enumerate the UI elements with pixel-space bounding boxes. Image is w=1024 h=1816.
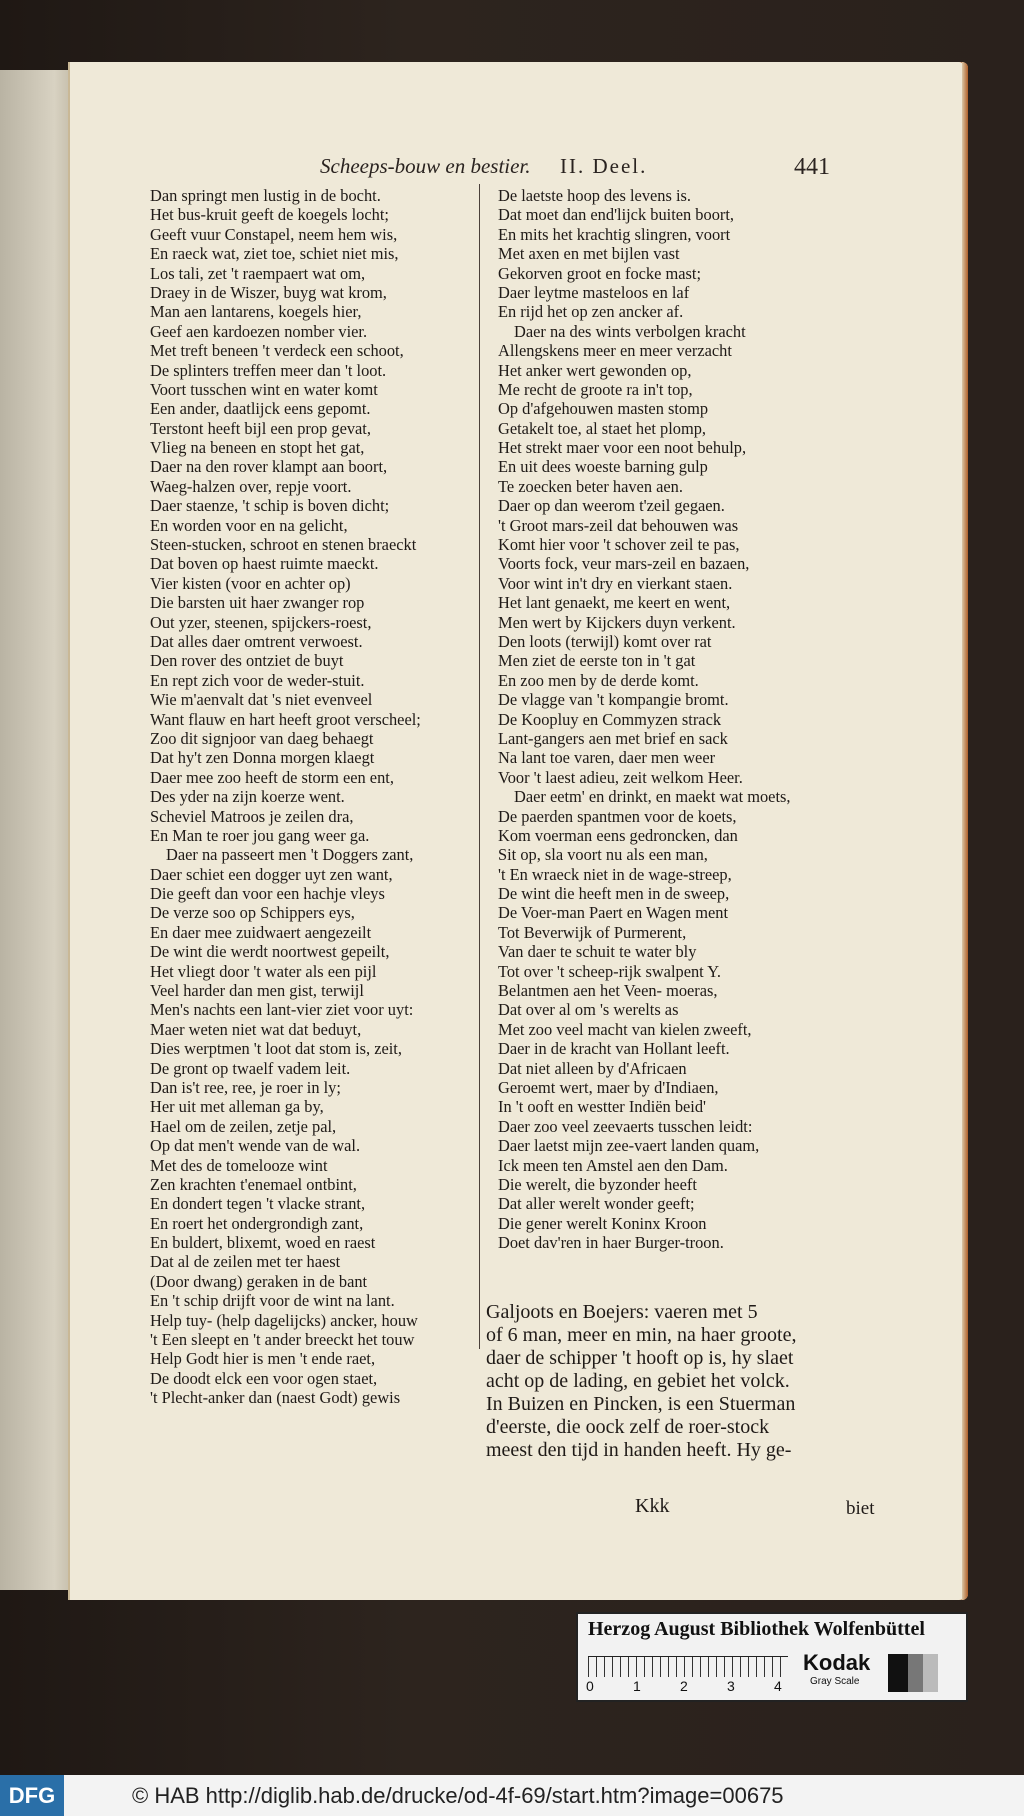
text-line: En uit dees woeste barning gulp: [498, 457, 708, 477]
text-line: Men's nachts een lant-vier ziet voor uyt:: [150, 1000, 414, 1020]
text-line: De vlagge van 't kompangie bromt.: [498, 690, 729, 710]
ruler-number: 0: [586, 1678, 594, 1694]
text-line: Me recht de groote ra in't top,: [498, 379, 693, 399]
text-line: Van daer te schuit te water bly: [498, 942, 697, 962]
text-line: Daer zoo veel zeevaerts tusschen leidt:: [498, 1116, 753, 1136]
footer-credit-link[interactable]: © HAB http://diglib.hab.de/drucke/od-4f-69/start.htm?image=00675: [132, 1783, 784, 1808]
text-line: Tot over 't scheep-rijk swalpent Y.: [498, 961, 722, 981]
text-line: Sit op, sla voort nu als een man,: [498, 845, 708, 865]
text-line: Help Godt hier is men 't ende raet,: [150, 1349, 376, 1369]
text-line: En daer mee zuidwaert aengezeilt: [150, 922, 372, 942]
right-verse-column: [498, 186, 791, 1252]
text-line: En 't schip drijft voor de wint na lant.: [150, 1291, 395, 1311]
text-line: Het lant genaekt, me keert en went,: [498, 593, 731, 613]
text-line: Getakelt toe, al staet het plomp,: [498, 418, 707, 438]
library-name: Herzog August Bibliothek Wolfenbüttel: [588, 1618, 925, 1640]
gray-scale-patch: [888, 1654, 938, 1692]
text-line: 't Groot mars-zeil dat behouwen was: [498, 515, 739, 535]
text-line: Voor 't laest adieu, zeit welkom Heer.: [498, 767, 743, 787]
text-line: Men ziet de eerste ton in 't gat: [498, 651, 696, 671]
text-line: Het vliegt door 't water als een pijl: [150, 961, 377, 981]
text-line: Zen krachten t'enemael ontbint,: [150, 1174, 357, 1194]
text-line: Met axen en met bijlen vast: [498, 244, 680, 264]
text-line: De laetste hoop des levens is.: [498, 186, 691, 205]
catchword: biet: [846, 1498, 875, 1519]
text-line: Een ander, daatlijck eens gepomt.: [150, 399, 371, 419]
text-line: 't Plecht-anker dan (naest Godt) gewis: [150, 1388, 401, 1408]
text-line: Op d'afgehouwen masten stomp: [498, 399, 709, 419]
text-line: Belantmen aen het Veen- moeras,: [498, 981, 718, 1001]
text-line: De doodt elck een voor ogen staet,: [150, 1368, 378, 1388]
text-line: En worden voor en na gelicht,: [150, 515, 348, 535]
text-line: En rijd het op zen ancker af.: [498, 302, 684, 322]
viewer-footer: [0, 1775, 1024, 1816]
text-line: Men wert by Kijckers duyn verkent.: [498, 612, 736, 632]
text-line: Veel harder dan men gist, terwijl: [150, 981, 364, 1001]
kodak-label: Kodak: [803, 1650, 871, 1675]
text-line: Op dat men't wende van de wal.: [150, 1136, 361, 1156]
text-line: Geroemt wert, maer by d'Indiaen,: [498, 1077, 719, 1097]
text-line: En mits het krachtig slingren, voort: [498, 224, 731, 244]
dfg-logo[interactable]: DFG: [0, 1775, 64, 1816]
text-line: Geef aen kardoezen nomber vier.: [150, 321, 368, 341]
running-head-part: II. Deel.: [560, 154, 648, 178]
text-line: Zoo dit signjoor van daeg behaegt: [150, 728, 374, 748]
text-line: Man aen lantarens, koegels hier,: [150, 302, 362, 322]
text-line: In Buizen en Pincken, is een Stuerman: [486, 1393, 796, 1415]
text-line: Het strekt maer voor een noot behulp,: [498, 438, 747, 458]
left-verse-column: [150, 186, 421, 1408]
text-line: daer de schipper 't hooft op is, hy slaet: [486, 1347, 794, 1369]
book-page: [68, 62, 968, 1600]
gray-scale-label: Gray Scale: [810, 1676, 860, 1687]
text-line: Na lant toe varen, daer men weer: [498, 748, 716, 768]
text-line: En raeck wat, ziet toe, schiet niet mis,: [150, 244, 399, 264]
text-line: Dat moet dan end'lijck buiten boort,: [498, 205, 735, 225]
text-line: (Door dwang) geraken in de bant: [150, 1271, 368, 1291]
text-line: Voorts fock, veur mars-zeil en bazaen,: [498, 554, 750, 574]
text-line: Gekorven groot en focke mast;: [498, 263, 701, 283]
ruler-number: 4: [774, 1678, 782, 1694]
text-line: meest den tijd in handen heeft. Hy ge-: [486, 1439, 792, 1461]
text-line: acht op de lading, en gebiet het volck.: [486, 1370, 790, 1392]
text-line: Dat al de zeilen met ter haest: [150, 1252, 341, 1272]
text-line: 't En wraeck niet in de wage-streep,: [498, 864, 732, 884]
text-line: Die gener werelt Koninx Kroon: [498, 1213, 707, 1233]
text-line: Dat boven op haest ruimte maeckt.: [150, 554, 379, 574]
text-line: De Voer-man Paert en Wagen ment: [498, 903, 729, 923]
text-line: De gront op twaelf vadem leit.: [150, 1058, 351, 1078]
text-line: Dat alles daer omtrent verwoest.: [150, 631, 363, 651]
colour-calibration-card: [576, 1612, 968, 1702]
text-line: De verze soo op Schippers eys,: [150, 903, 355, 923]
text-line: Terstont heeft bijl een prop gevat,: [150, 418, 371, 438]
text-line: Kom voerman eens gedroncken, dan: [498, 825, 738, 845]
text-line: En Man te roer jou gang weer ga.: [150, 825, 370, 845]
text-line: Daer eetm' en drinkt, en maekt wat moets,: [514, 787, 791, 807]
text-line: Daer op dan weerom t'zeil gegaen.: [498, 496, 725, 516]
text-line: Vlieg na beneen en stopt het gat,: [150, 438, 365, 458]
text-line: Tot Beverwijk of Purmerent,: [498, 922, 687, 942]
text-line: Daer na den rover klampt aan boort,: [150, 457, 388, 477]
text-line: Daer schiet een dogger uyt zen want,: [150, 864, 393, 884]
text-line: Hael om de zeilen, zetje pal,: [150, 1116, 337, 1136]
ruler-number: 1: [633, 1678, 641, 1694]
text-line: Dies werptmen 't loot dat stom is, zeit,: [150, 1039, 402, 1059]
text-line: Draey in de Wiszer, buyg wat krom,: [150, 282, 387, 302]
text-line: of 6 man, meer en min, na haer groote,: [486, 1324, 797, 1346]
text-line: De paerden spantmen voor de koets,: [498, 806, 737, 826]
text-line: Maer weten niet wat dat beduyt,: [150, 1019, 362, 1039]
text-line: d'eerste, die oock zelf de roer-stock: [486, 1416, 770, 1438]
prose-paragraph: [486, 1301, 796, 1462]
text-line: De wint die heeft men in de sweep,: [498, 884, 730, 904]
text-line: Die barsten uit haer zwanger rop: [150, 593, 365, 613]
text-line: Help tuy- (help dagelijcks) ancker, houw: [150, 1310, 418, 1330]
text-line: Den rover des ontziet de buyt: [150, 651, 344, 671]
text-line: Geeft vuur Constapel, neem hem wis,: [150, 224, 398, 244]
text-line: Te zoecken beter haven aen.: [498, 476, 683, 496]
text-line: Voort tusschen wint en water komt: [150, 379, 378, 399]
text-line: Los tali, zet 't raempaert wat om,: [150, 263, 366, 283]
text-line: Daer staenze, 't schip is boven dicht;: [150, 496, 390, 516]
text-line: Galjoots en Boejers: vaeren met 5: [486, 1301, 758, 1323]
ruler-number: 2: [680, 1678, 688, 1694]
text-line: Komt hier voor 't schover zeil te pas,: [498, 535, 740, 555]
page-number: 441: [794, 154, 830, 180]
text-line: Dat over al om 's werelts as: [498, 1000, 679, 1020]
text-line: Her uit met alleman ga by,: [150, 1097, 324, 1117]
text-line: Allengskens meer en meer verzacht: [498, 341, 732, 361]
text-line: En dondert tegen 't vlacke strant,: [150, 1194, 366, 1214]
text-line: Wie m'aenvalt dat 's niet evenveel: [150, 690, 373, 710]
text-line: Ick meen ten Amstel aen den Dam.: [498, 1155, 728, 1175]
running-head-title: Scheeps-bouw en bestier.: [320, 154, 531, 178]
text-line: En rept zich voor de weder-stuit.: [150, 670, 365, 690]
text-line: 't Een sleept en 't ander breeckt het touw: [150, 1330, 415, 1350]
text-line: Scheviel Matroos je zeilen dra,: [150, 806, 354, 826]
text-line: En roert het ondergrondigh zant,: [150, 1213, 364, 1233]
text-line: Dat aller werelt wonder geeft;: [498, 1194, 695, 1214]
text-line: Daer laetst mijn zee-vaert landen quam,: [498, 1136, 760, 1156]
text-line: Lant-gangers aen met brief en sack: [498, 728, 728, 748]
text-line: Des yder na zijn koerze went.: [150, 787, 345, 807]
signature-mark: Kkk: [635, 1495, 670, 1517]
text-line: De Koopluy en Commyzen strack: [498, 709, 722, 729]
text-line: In 't ooft en westter Indiën beid': [498, 1097, 706, 1117]
text-line: Out yzer, steenen, spijckers-roest,: [150, 612, 372, 632]
text-line: De splinters treffen meer dan 't loot.: [150, 360, 387, 380]
text-line: Met zoo veel macht van kielen zweeft,: [498, 1019, 752, 1039]
text-line: Dat niet alleen by d'Africaen: [498, 1058, 687, 1078]
text-line: Daer leytme masteloos en laf: [498, 282, 690, 302]
text-line: Het bus-kruit geeft de koegels locht;: [150, 205, 389, 225]
text-line: Met des de tomelooze wint: [150, 1155, 328, 1175]
text-line: Met treft beneen 't verdeck een schoot,: [150, 341, 404, 361]
text-line: Daer mee zoo heeft de storm een ent,: [150, 767, 394, 787]
text-line: En zoo men by de derde komt.: [498, 670, 699, 690]
text-line: Daer in de kracht van Hollant leeft.: [498, 1039, 730, 1059]
text-line: Dan springt men lustig in de bocht.: [150, 186, 381, 205]
ruler-number: 3: [727, 1678, 735, 1694]
text-line: Doet dav'ren in haer Burger-troon.: [498, 1233, 724, 1253]
text-line: Steen-stucken, schroot en stenen braeckt: [150, 535, 417, 555]
text-line: Want flauw en hart heeft groot verscheel;: [150, 709, 421, 729]
text-line: Voor wint in't dry en vierkant staen.: [498, 573, 733, 593]
facing-page-edge: [0, 70, 68, 1590]
text-line: En buldert, blixemt, woed en raest: [150, 1233, 376, 1253]
text-line: Die geeft dan voor een hachje vleys: [150, 884, 385, 904]
text-line: Waeg-halzen over, repje voort.: [150, 476, 352, 496]
column-divider: [479, 184, 480, 1349]
text-line: Dat hy't zen Donna morgen klaegt: [150, 748, 375, 768]
text-line: Die werelt, die byzonder heeft: [498, 1174, 697, 1194]
text-line: Vier kisten (voor en achter op): [150, 573, 351, 593]
text-line: Het anker wert gewonden op,: [498, 360, 692, 380]
ruler-scale: [588, 1656, 788, 1677]
text-line: De wint die werdt noortwest gepeilt,: [150, 942, 390, 962]
text-line: Dan is't ree, ree, je roer in ly;: [150, 1077, 341, 1097]
text-line: Den loots (terwijl) komt over rat: [498, 631, 712, 651]
text-line: Daer na des wints verbolgen kracht: [514, 321, 746, 341]
text-line: Daer na passeert men 't Doggers zant,: [166, 845, 414, 865]
